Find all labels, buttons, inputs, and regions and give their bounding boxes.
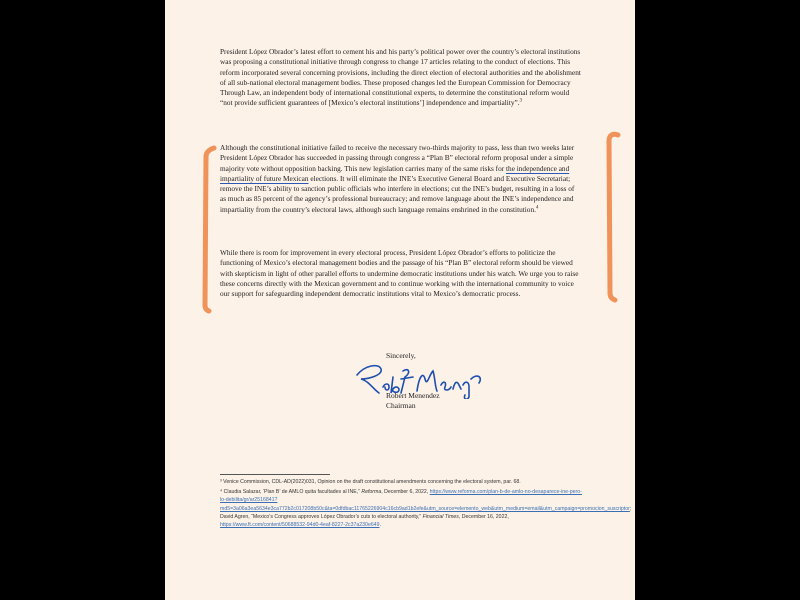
- footnote-4-text-c: ; David Agren, “Mexico’s Congress approves López Obrador’s cuts to electoral authority,”: [220, 505, 632, 520]
- footnote-4-publication-2: Financial Times: [422, 513, 459, 520]
- paragraph-3-text: While there is room for improvement in every electoral process, President López Obrador’s efforts to politicize the functioning of Mexico’s electoral management bodies and the passage of his “Plan B” electoral reform should be viewed with skepticism in light of other parallel efforts to undermine democratic institutions under his watch. We urge you to raise these concerns directly with the Mexican government and to continue working with the international community to voice our support for safeguarding independent democratic institutions vital to Mexico’s democratic process.: [220, 248, 579, 299]
- footnotes: [220, 478, 632, 531]
- footnote-4-end: .: [379, 522, 381, 529]
- signer-title: Chairman: [386, 401, 416, 410]
- paragraph-3: [220, 248, 582, 299]
- underlined-phrase: the independence and impartiality of future Mexican: [220, 163, 570, 183]
- paragraph-1: [220, 47, 582, 109]
- footnote-4: [220, 488, 632, 529]
- footnote-4-text-b: , December 6, 2022,: [381, 489, 430, 496]
- right-bracket-mark: [598, 125, 623, 305]
- footnote-ref-3: 3: [519, 99, 523, 105]
- left-bracket-mark: [200, 145, 220, 315]
- footnote-4-text-a: ⁴ Claudia Salazar, ‘Plan B’ de AMLO quita facultades al INE,”: [220, 489, 360, 496]
- paragraph-2-text-b: elections. It will eliminate the INE’s Executive General Board and Executive Secretariat; remove the INE’s ability to sanction public officials who interfere in elections; cut the INE’s budget, resulting in a loss of as much as 85 percent of the agency’s professional bureaucracy; and remove language about the INE’s independence and impartiality from the country’s electoral laws, although such language remains enshrined in the constitution.: [220, 173, 575, 214]
- footnote-4-text-d: , December 16, 2022,: [458, 513, 509, 520]
- paragraph-2-text-a: Although the constitutional initiative failed to receive the necessary two-thirds majority to pass, less than two weeks later President López Obrador has succeeded in passing through congress a “Plan B” electoral reform proposal under a simple majority vote without opposition backing. This new legislation carries many of the same risks for: [220, 143, 575, 173]
- footnote-4-publication: Reforma: [359, 489, 382, 496]
- signer-name: Robert Menendez: [386, 391, 440, 400]
- footnote-3: ³ Venice Commission, CDL-AD(2022)031, Opinion on the draft constitutional amendments concerning the electoral system, par. 68.: [220, 479, 521, 485]
- reforma-link[interactable]: https://www.reforma.com/plan-b-de-amlo-no-desaparece-ine-pero-lo-debilita/gr/ar2516841?md5=3a06a3ea5634e3ca772b2c017208b50c&ta=0dfdbac11765226904c16cb9ad1b2efe&utm_source=elemento_web&utm_medium=email&utm_campaign=promocion_suscriptor: [220, 489, 630, 512]
- footnote-divider: [220, 474, 330, 475]
- closing-salutation: Sincerely,: [386, 351, 416, 360]
- paragraph-2: [220, 143, 582, 215]
- paragraph-1-text: President López Obrador’s latest effort to cement his and his party’s political power over the country’s electoral institutions was proposing a constitutional initiative through congress to change 17 articles relating to the conduct of elections. This reform incorporated several concerning provisions, including the direct election of electoral authorities and the abolishment of all sub-national electoral management bodies. These proposed changes led the European Commission for Democracy Through Law, an independent body of international constitutional experts, to determine the constitutional reform would “not provide sufficient guarantees of [Mexico’s electoral institutions’] independence and impartiality”.: [220, 47, 581, 108]
- ft-link[interactable]: https://www.ft.com/content/50688532-94d0-4eaf-8227-2c37a230e649: [220, 522, 380, 529]
- footnote-ref-4: 4: [535, 205, 539, 211]
